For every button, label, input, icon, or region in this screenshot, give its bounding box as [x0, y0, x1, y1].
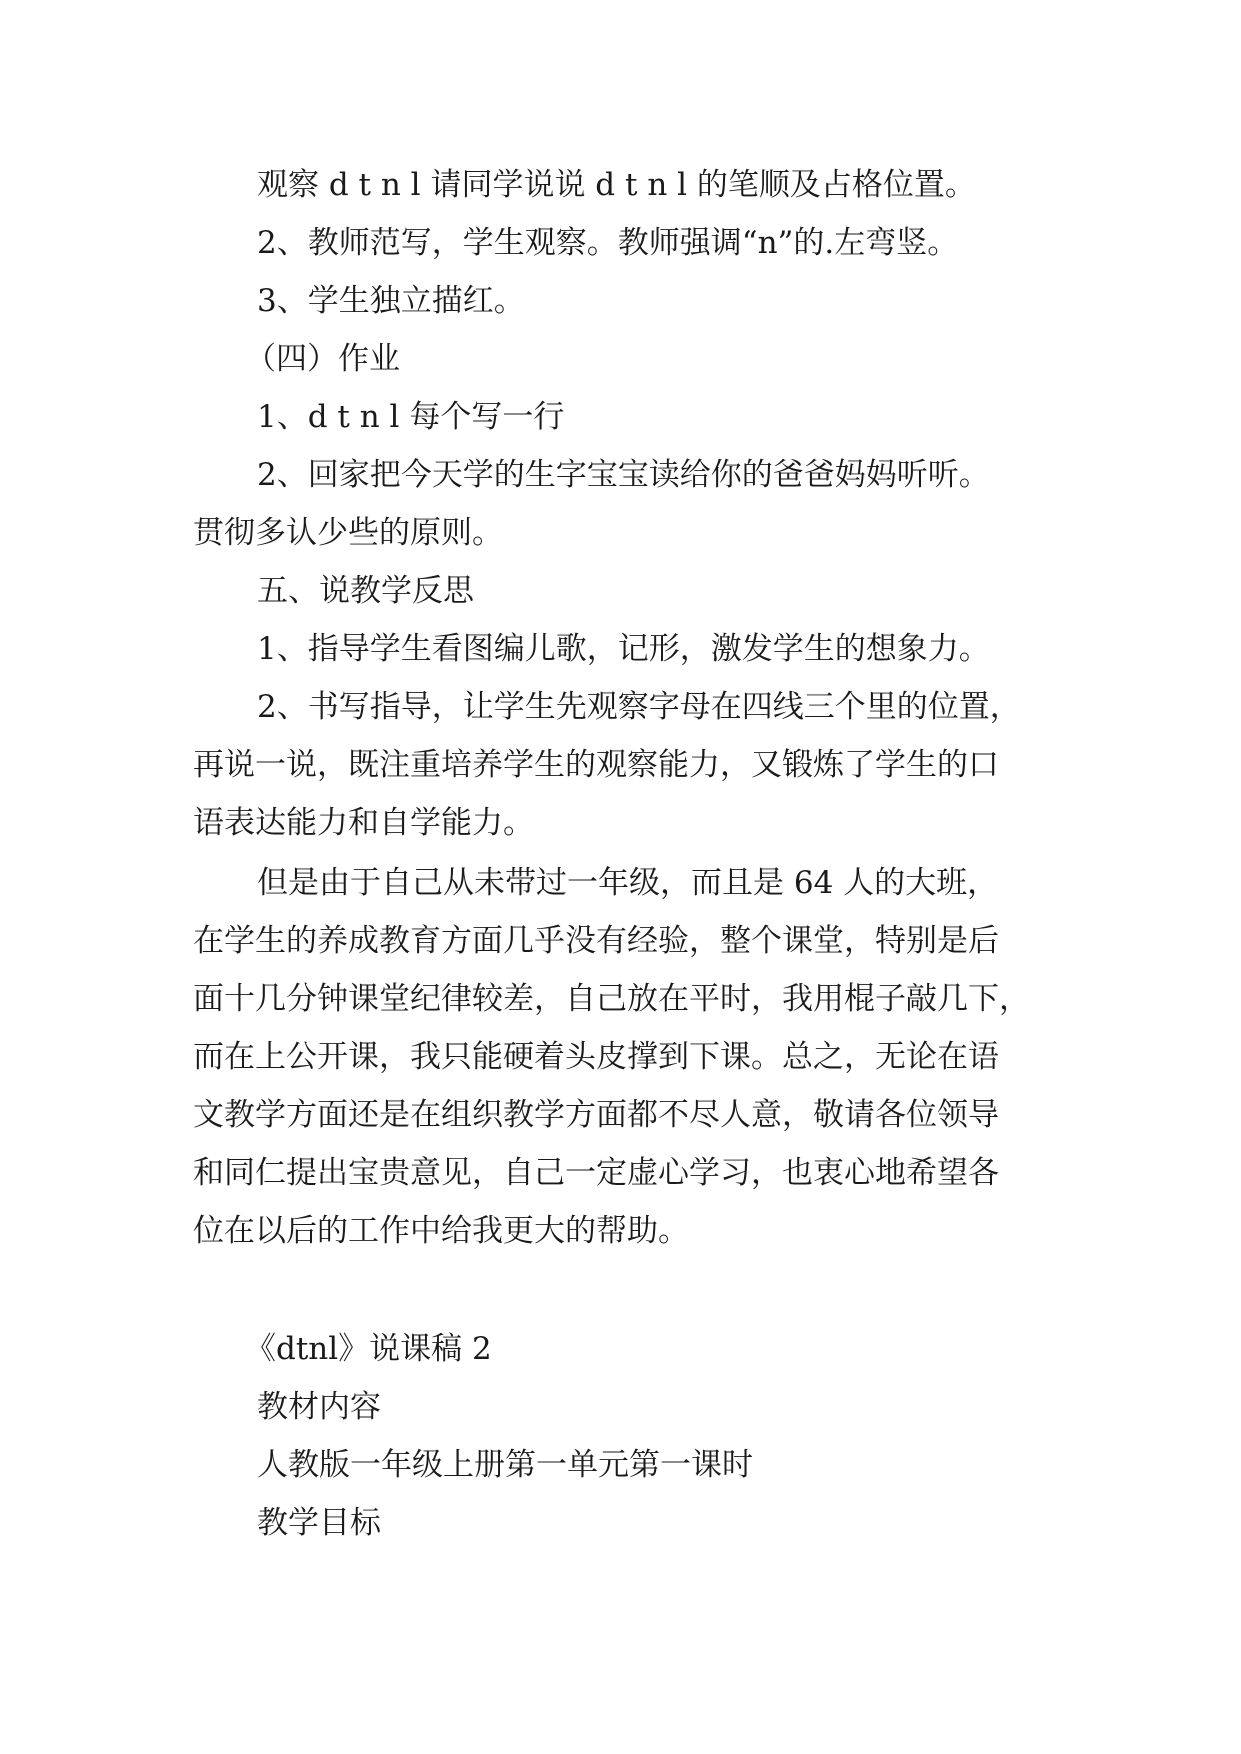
- reflection-item-2-line-1: 2、书写指导，让学生先观察字母在四线三个里的位置，: [257, 689, 1021, 725]
- reflection-paragraph-line-2: 在学生的养成教育方面几乎没有经验，整个课堂，特别是后: [193, 923, 999, 959]
- homework-item-2-continued: 贯彻多认少些的原则。: [193, 515, 503, 551]
- reflection-item-2-line-2: 再说一说，既注重培养学生的观察能力，又锻炼了学生的口: [193, 747, 999, 783]
- reflection-item-2-line-3: 语表达能力和自学能力。: [193, 805, 534, 841]
- reflection-paragraph-line-6: 和同仁提出宝贵意见，自己一定虚心学习，也衷心地希望各: [193, 1155, 999, 1191]
- reflection-paragraph-line-4: 而在上公开课，我只能硬着头皮撑到下课。总之，无论在语: [193, 1039, 999, 1075]
- homework-item-1: 1、d t n l 每个写一行: [257, 399, 565, 435]
- reflection-paragraph-line-5: 文教学方面还是在组织教学方面都不尽人意，敬请各位领导: [193, 1097, 999, 1133]
- step-3-line: 3、学生独立描红。: [257, 283, 525, 319]
- step-2-line: 2、教师范写，学生观察。教师强调“n”的.左弯竖。: [257, 225, 959, 261]
- goal-heading: 教学目标: [257, 1505, 381, 1541]
- reflection-paragraph-line-3: 面十几分钟课堂纪律较差，自己放在平时，我用棍子敲几下，: [193, 981, 1030, 1017]
- section-2-title: 《dtnl》说课稿 2: [245, 1331, 492, 1367]
- reflection-paragraph-line-1: 但是由于自己从未带过一年级，而且是 64 人的大班，: [257, 865, 999, 901]
- reflection-heading: 五、说教学反思: [257, 573, 474, 609]
- reflection-paragraph-line-7: 位在以后的工作中给我更大的帮助。: [193, 1213, 689, 1249]
- observe-line: 观察 d t n l 请同学说说 d t n l 的笔顺及占格位置。: [257, 167, 976, 203]
- reflection-item-1: 1、指导学生看图编儿歌，记形，激发学生的想象力。: [257, 631, 990, 667]
- homework-heading: （四）作业: [245, 341, 400, 377]
- homework-item-2: 2、回家把今天学的生字宝宝读给你的爸爸妈妈听听。: [257, 457, 990, 493]
- content-heading: 教材内容: [257, 1389, 381, 1425]
- content-text: 人教版一年级上册第一单元第一课时: [257, 1447, 753, 1483]
